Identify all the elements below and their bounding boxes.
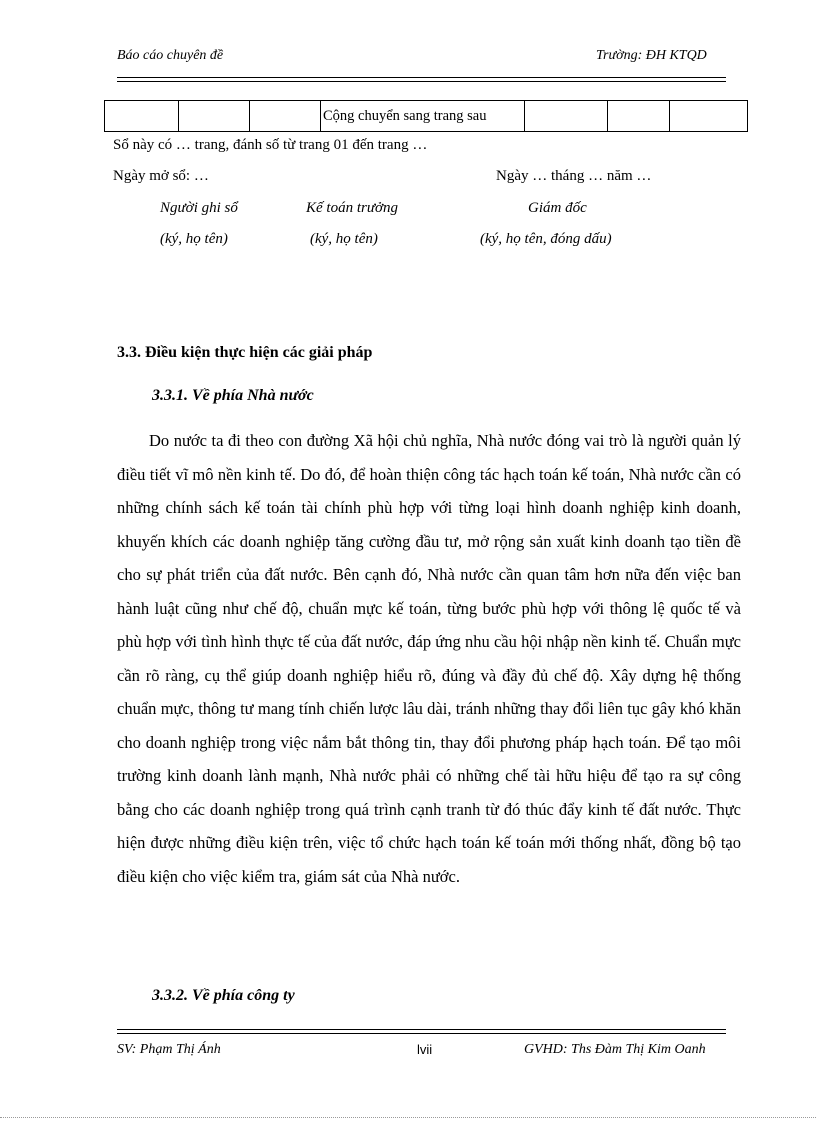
date-line: Ngày … tháng … năm … [496, 168, 652, 184]
table-cell [525, 101, 608, 132]
table-cell [250, 101, 321, 132]
header-left: Báo cáo chuyên đề [117, 48, 224, 63]
subsection-heading-company: 3.3.2. Về phía công ty [152, 987, 295, 1004]
footer-rule-top [117, 1029, 726, 1030]
footer-advisor: GVHD: Ths Đàm Thị Kim Oanh [524, 1042, 706, 1057]
pages-note: Sổ này có … trang, đánh số từ trang 01 đến trang … [113, 137, 428, 153]
header-rule-top [117, 77, 726, 78]
table-cell [608, 101, 670, 132]
signature-note-recorder: (ký, họ tên) [160, 231, 228, 247]
header-rule-bottom [117, 81, 726, 82]
signature-title-recorder: Người ghi sổ [160, 200, 238, 216]
table-cell [670, 101, 748, 132]
open-date: Ngày mở sổ: … [113, 168, 209, 184]
footer-student: SV: Phạm Thị Ánh [117, 1042, 221, 1057]
table-cell-carry-forward: Cộng chuyển sang trang sau [321, 101, 525, 132]
signature-note-chief-accountant: (ký, họ tên) [310, 231, 378, 247]
section-heading: 3.3. Điều kiện thực hiện các giải pháp [117, 344, 373, 361]
signature-title-director: Giám đốc [528, 200, 587, 216]
signature-note-director: (ký, họ tên, đóng dấu) [480, 231, 612, 247]
footer-rule-bottom [117, 1033, 726, 1034]
page-number: lvii [417, 1042, 433, 1057]
header-right: Trường: ĐH KTQD [596, 48, 707, 63]
table-cell [105, 101, 179, 132]
table-row [105, 101, 748, 132]
table-cell [179, 101, 250, 132]
signature-title-chief-accountant: Kế toán trưởng [306, 200, 399, 216]
subsection-heading-state: 3.3.1. Về phía Nhà nước [152, 387, 314, 404]
ledger-table [104, 100, 748, 132]
body-paragraph [117, 424, 741, 893]
page-edge-divider [0, 1117, 816, 1118]
paragraph-text: Do nước ta đi theo con đường Xã hội chủ nghĩa, Nhà nước đóng vai trò là người quản lý điều tiết vĩ mô nền kinh tế. Do đó, để hoàn thiện công tác hạch toán kế toán, Nhà nước cần có những chính sách kế toán tài chính phù hợp với từng loại hình doanh nghiệp kinh doanh, khuyến khích các doanh nghiệp tăng cường đầu tư, mở rộng sản xuất kinh doanh tạo tiền đề cho sự phát triển của đất nước. Bên cạnh đó, Nhà nước cần quan tâm hơn nữa đến việc ban hành luật cũng như chế độ, chuẩn mực kế toán, từng bước phù hợp với thông lệ quốc tế và phù hợp với tình hình thực tế của đất nước, đáp ứng nhu cầu hội nhập nền kinh tế. Chuẩn mực cần rõ ràng, cụ thể giúp doanh nghiệp hiểu rõ, đúng và đầy đủ chế độ. Xây dựng hệ thống chuẩn mực, thông tư mang tính chiến lược lâu dài, tránh những thay đổi liên tục gây khó khăn cho doanh nghiệp trong việc nắm bắt thông tin, thay đổi phương pháp hạch toán. Để tạo môi trường kinh doanh lành mạnh, Nhà nước phải có những chế tài hữu hiệu để tạo ra sự công bằng cho các doanh nghiệp trong quá trình cạnh tranh từ đó thúc đẩy kinh tế đất nước. Thực hiện được những điều kiện trên, việc tổ chức hạch toán kế toán mới thống nhất, đồng bộ tạo điều kiện cho việc kiểm tra, giám sát của Nhà nước. [117, 431, 741, 886]
